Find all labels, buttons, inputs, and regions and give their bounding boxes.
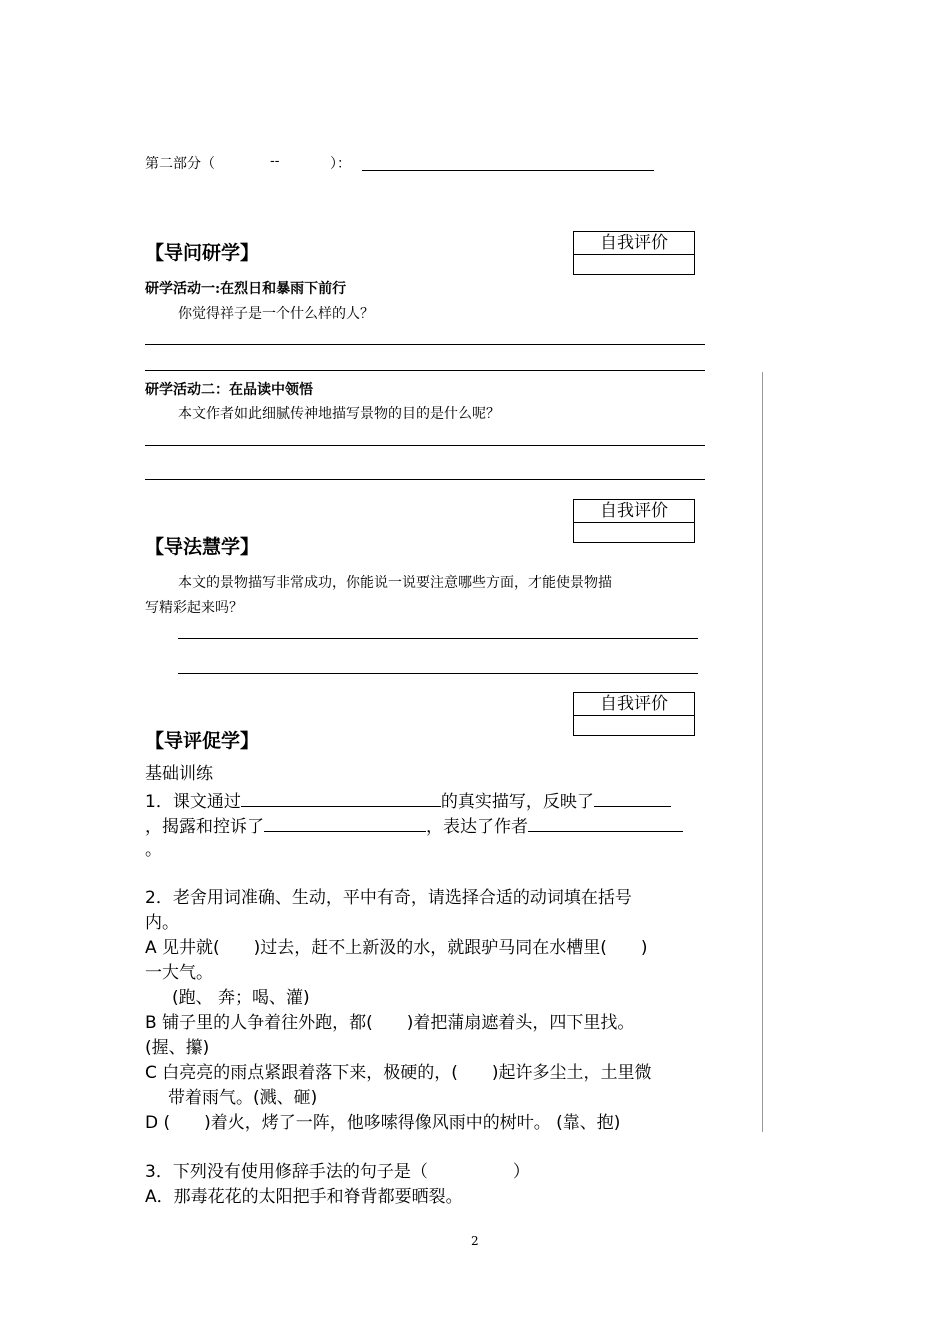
section2-question-line2: 写精彩起来吗？	[145, 600, 243, 616]
q1-text-1: 1．课文通过	[145, 792, 241, 812]
activity2-answer-line-2[interactable]	[145, 479, 705, 480]
q1-line2	[145, 812, 683, 839]
section-title-dao-ping: 【导评促学】	[145, 730, 260, 752]
part2-label	[145, 153, 215, 173]
self-evaluation-input[interactable]	[574, 255, 694, 275]
activity2-question: 本文作者如此细腻传神地描写景物的目的是什么呢？	[178, 406, 500, 422]
activity2-title: 研学活动二：在品读中领悟	[145, 382, 313, 398]
q3-line1: 3．下列没有使用修辞手法的句子是（ ）	[145, 1162, 530, 1182]
activity1-answer-line-2[interactable]	[145, 370, 705, 371]
self-evaluation-box-3	[573, 692, 695, 736]
part2-dash: --	[270, 153, 280, 169]
q2-a-line1: A 见井就( )过去，赶不上新汲的水，就跟驴马同在水槽里( )	[145, 938, 648, 958]
activity1-question: 你觉得祥子是一个什么样的人？	[178, 306, 374, 322]
q2-line2: 内。	[145, 913, 179, 933]
q1-blank-1[interactable]	[241, 787, 441, 807]
q1-blank-4[interactable]	[528, 812, 683, 832]
q1-line1	[145, 787, 671, 814]
self-evaluation-label: 自我评价	[574, 500, 694, 523]
q1-line3: 。	[145, 840, 162, 860]
margin-rule	[762, 372, 763, 1132]
self-evaluation-label: 自我评价	[574, 232, 694, 255]
q3-a-line1: A．那毒花花的太阳把手和脊背都要晒裂。	[145, 1187, 463, 1207]
q2-c-line2: 带着雨气。(溅、砸)	[168, 1088, 318, 1108]
self-evaluation-input[interactable]	[574, 523, 694, 543]
q2-c-line1: C 白亮亮的雨点紧跟着落下来，极硬的，( )起许多尘土，土里微	[145, 1063, 652, 1083]
q1-text-4: ，表达了作者	[426, 817, 528, 837]
q1-text-2: 的真实描写，反映了	[440, 792, 594, 812]
activity1-answer-line-1[interactable]	[145, 344, 705, 345]
activity1-title: 研学活动一:在烈日和暴雨下前行	[145, 281, 347, 297]
q2-line1: 2．老舍用词准确、生动，平中有奇，请选择合适的动词填在括号	[145, 888, 632, 908]
q2-d-line1: D ( )着火，烤了一阵，他哆嗦得像风雨中的树叶。 (靠、抱)	[145, 1113, 621, 1133]
q1-blank-3[interactable]	[264, 812, 426, 832]
section-title-dao-fa: 【导法慧学】	[145, 536, 260, 558]
section-title-dao-wen: 【导问研学】	[145, 242, 260, 264]
self-evaluation-input[interactable]	[574, 716, 694, 736]
q2-b-line1: B 铺子里的人争着往外跑，都( )着把蒲扇遮着头，四下里找。	[145, 1013, 635, 1033]
q2-a-line2: 一大气。	[145, 963, 213, 983]
q1-blank-2[interactable]	[594, 787, 671, 807]
q2-a-line3: (跑、 奔；喝、灌)	[172, 988, 310, 1008]
section2-answer-line-2[interactable]	[178, 673, 698, 674]
page-number: 2	[471, 1234, 479, 1248]
part2-label-text: 第二部分（	[145, 156, 215, 172]
self-evaluation-label: 自我评价	[574, 693, 694, 716]
self-evaluation-box-1	[573, 231, 695, 275]
section3-subtitle: 基础训练	[145, 764, 213, 784]
part2-close: ）：	[330, 156, 351, 172]
section2-answer-line-1[interactable]	[178, 638, 698, 639]
q1-text-3: ，揭露和控诉了	[145, 817, 264, 837]
self-evaluation-box-2	[573, 499, 695, 543]
q2-b-line2: (握、攥)	[145, 1038, 210, 1058]
section2-question-line1: 本文的景物描写非常成功，你能说一说要注意哪些方面，才能使景物描	[178, 575, 612, 591]
part2-answer-line[interactable]	[362, 170, 654, 171]
activity2-answer-line-1[interactable]	[145, 445, 705, 446]
